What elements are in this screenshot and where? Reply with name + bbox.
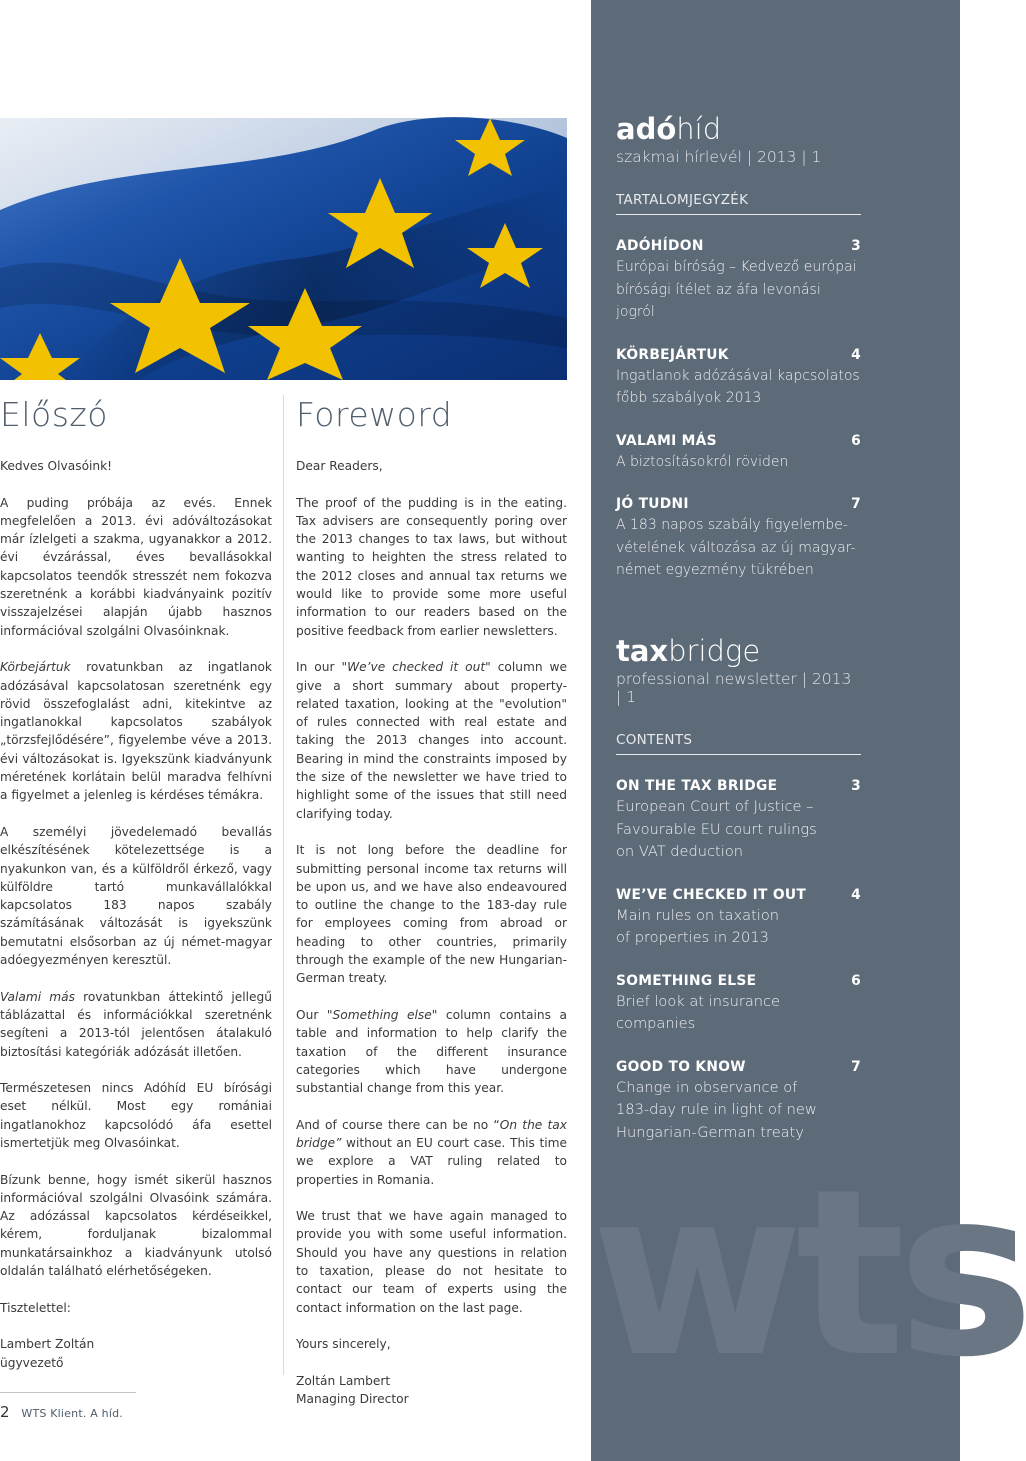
toc-entry-description: Ingatlanok adózásával kapcsolatos: [616, 367, 860, 384]
toc-entry-description: European Court of Justice –: [616, 798, 814, 815]
toc-entry-description: Európai bíróság – Kedvező európai: [616, 259, 857, 275]
toc-entry: [616, 431, 861, 474]
toc-entry-title: ON THE TAX BRIDGE: [616, 778, 778, 794]
brand-taxbridge: taxbridge: [616, 634, 761, 668]
english-paragraph-1: The proof of the pudding is in the eating. Tax advisers are consequently poring over the 2013 changes to tax laws, but without wanting to heighten the stress related to the 2012 closes and annual tax returns we would like to provide some more useful information to our readers based on the positive feedback from earlier newsletters.: [296, 495, 567, 638]
hungarian-paragraph-5: Természetesen nincs Adóhíd EU bírósági eset nélkül. Most egy romániai ingatlanokhoz kapcsolódó áfa esettel ismertetjük meg Olvasóinkat.: [0, 1081, 272, 1150]
toc-entry-title: VALAMI MÁS: [616, 432, 717, 449]
toc-entry-page: 3: [851, 778, 861, 794]
toc-entry-heading: [616, 971, 861, 991]
brand-subtitle: professional newsletter | 2013 | 1: [616, 670, 852, 706]
hungarian-paragraph-4: Valami más rovatunkban áttekintő jellegű táblázattal és információkkal szeretnénk segíteni a 2013-tól jelentősen átalakuló biztosítási kategóriák adózását illetően.: [0, 989, 273, 1059]
english-paragraph-6: We trust that we have again managed to provide you with some useful information. Should you have any questions in relation to taxation, please do not hesitate to contact our team of experts using the contact information on the last page.: [296, 1209, 567, 1315]
toc-entry-title: JÓ TUDNI: [616, 496, 689, 512]
contents-label: CONTENTS: [616, 732, 861, 755]
wts-watermark-logo: wts: [591, 1141, 1026, 1408]
toc-entry-description: német egyezmény tükrében: [616, 562, 814, 578]
toc-entry-heading: [616, 885, 861, 905]
hungarian-greeting: Kedves Olvasóink!: [0, 459, 113, 473]
english-paragraph-4: Our "Something else" column contains a table and information to help clarify the taxation of the different insurance categories which have undergone substantial change from this year.: [296, 1007, 567, 1096]
hungarian-paragraph-1: A puding próbája az evés. Ennek megfelelően a 2013. évi adóváltozásokat már ízlelgeti a szakma, ugyanakkor a 2012. évi évzárással, éves bevallásokkal kapcsolatos teendők stresszét nem fokozva szeretnénk a korábbi kiadványaink pozitív visszajelzései alapján újabb hasznos információval szolgálni Olvasóinknak.: [0, 495, 272, 638]
toc-entry-page: 4: [851, 886, 861, 903]
toc-list: [616, 776, 861, 1144]
toc-entry-description: Favourable EU court rulings: [616, 820, 817, 838]
english-greeting: Dear Readers,: [296, 459, 383, 473]
toc-entry-heading: [616, 431, 861, 451]
english-signer-title: Managing Director: [296, 1392, 409, 1407]
toc-entry-heading: [616, 236, 861, 256]
toc-entry-title: WE’VE CHECKED IT OUT: [616, 886, 807, 903]
hungarian-signer-title: ügyvezető: [0, 1355, 64, 1370]
contents-sidebar: [591, 0, 1026, 1461]
toc-entry-description: Main rules on taxation: [616, 906, 780, 924]
toc-entry-heading: [616, 494, 861, 514]
hungarian-closing: Tisztelettel:: [0, 1300, 71, 1315]
toc-entry-page: 7: [851, 496, 861, 512]
toc-entry-description: vételének változása az új magyar-: [616, 539, 856, 556]
toc-entry: [616, 1057, 861, 1145]
english-paragraph-2: In our "We’ve checked it out" column we give a short summary about property-related taxation, looking at the "evolution" of rules connected with real estate and taking the 2013 changes into account. Bearing in mind the constraints imposed by the size of the newsletter we have tried to highlight some of the issues that still need clarifying today.: [296, 660, 568, 821]
english-heading: Foreword: [296, 395, 453, 434]
contents-label: TARTALOMJEGYZÉK: [616, 192, 861, 215]
toc-entry-heading: [616, 1057, 861, 1077]
hungarian-signer-name: Lambert Zoltán: [0, 1337, 95, 1352]
toc-entry-heading: [616, 345, 861, 365]
toc-entry-description: bírósági ítélet az áfa levonási jogról: [616, 281, 821, 320]
foreword-english-column: [296, 395, 567, 1408]
toc-entry-page: 6: [851, 972, 861, 989]
page-number: 2: [0, 1403, 10, 1421]
toc-entry-title: KÖRBEJÁRTUK: [616, 346, 729, 363]
column-divider: [283, 395, 284, 1375]
toc-entry-description: Change in observance of: [616, 1078, 798, 1096]
english-signer-name: Zoltán Lambert: [296, 1373, 391, 1388]
toc-entry: [616, 494, 861, 582]
toc-entry: [616, 345, 861, 410]
english-contents-block: [616, 634, 861, 1144]
english-closing: Yours sincerely,: [296, 1337, 391, 1352]
hungarian-paragraph-6: Bízunk benne, hogy ismét sikerül hasznos információval szolgálni Olvasóink számára. Az adózással kapcsolatos kérdéseikkel, kérem, forduljanak bizalommal munkatársainkhoz a kiadványunk utolsó oldalán található elérhetőségeken.: [0, 1172, 272, 1279]
toc-entry-description: on VAT deduction: [616, 843, 744, 860]
column-name-emphasis: We’ve checked it out: [347, 660, 486, 675]
toc-entry: [616, 885, 861, 950]
toc-entry-page: 3: [851, 238, 861, 254]
toc-entry-page: 4: [851, 346, 861, 363]
footer-rule: [0, 1392, 136, 1393]
toc-entry-title: SOMETHING ELSE: [616, 972, 757, 989]
toc-entry-description: A biztosításokról röviden: [616, 453, 789, 470]
toc-entry-description: Brief look at insurance: [616, 992, 781, 1010]
brand-adohid: adóhíd: [616, 112, 722, 146]
toc-list: [616, 236, 861, 582]
hungarian-contents-block: [616, 112, 861, 582]
toc-entry-page: 7: [851, 1058, 861, 1075]
toc-entry: [616, 236, 861, 324]
toc-entry-description: Hungarian-German treaty: [616, 1123, 804, 1141]
toc-entry-description: 183-day rule in light of new: [616, 1101, 817, 1118]
toc-entry-heading: [616, 776, 861, 796]
english-paragraph-5: And of course there can be no “On the tax bridge” without an EU court case. This time we explore a VAT ruling related to properties in Romania.: [296, 1117, 567, 1187]
toc-entry-page: 6: [851, 432, 861, 449]
foreword-hungarian-column: [0, 395, 272, 1372]
toc-entry: [616, 971, 861, 1036]
toc-entry-description: of properties in 2013: [616, 929, 769, 946]
toc-entry: [616, 776, 861, 864]
toc-entry-description: A 183 napos szabály figyelembe-: [616, 517, 848, 533]
toc-entry-title: ADÓHÍDON: [616, 238, 704, 254]
column-name-emphasis: Something else: [332, 1007, 432, 1022]
brand-subtitle: szakmai hírlevél | 2013 | 1: [616, 148, 822, 166]
column-name-emphasis: Valami más: [0, 989, 75, 1004]
footer-publication-name: WTS Klient. A híd.: [21, 1407, 123, 1420]
english-paragraph-3: It is not long before the deadline for submitting personal income tax returns will be upon us, and we have also endeavoured to outline the change to the 183-day rule for employees coming from abroad or heading to other countries, primarily through the example of the new Hungarian-German treaty.: [296, 843, 567, 986]
toc-entry-title: GOOD TO KNOW: [616, 1058, 746, 1075]
toc-entry-description: companies: [616, 1015, 696, 1032]
column-name-emphasis: Körbejártuk: [0, 660, 71, 675]
hungarian-heading: Előszó: [0, 395, 108, 434]
hungarian-paragraph-2: Körbejártuk rovatunkban az ingatlanok adózásával kapcsolatosan szeretnénk egy rövid összefoglalást adni, kitekintve az ingatlanokkal kapcsolatos szabályok „törzsfejlődésére”, figyelembe véve a 2013. évi változásokat is. Igyekszünk kiadványunk méretének korlátain belül maradva felhívni a figyelmet a jelenleg is kérdéses témákra.: [0, 660, 272, 803]
hungarian-paragraph-3: A személyi jövedelemadó bevallás elkészítésének kötelezettsége is a nyakunkon van, és a külföldről érkező, vagy külföldre tartó munkavállalókkal kapcsolatos 183 napos szabály számításának változását is igyekszünk bemutatni elsősorban az új német-magyar adóegyezményen keresztül.: [0, 824, 272, 968]
page-footer: [0, 1403, 560, 1421]
eu-flag-image: [0, 118, 567, 380]
column-name-emphasis: On the tax bridge”: [296, 1117, 567, 1150]
toc-entry-description: főbb szabályok 2013: [616, 390, 762, 406]
